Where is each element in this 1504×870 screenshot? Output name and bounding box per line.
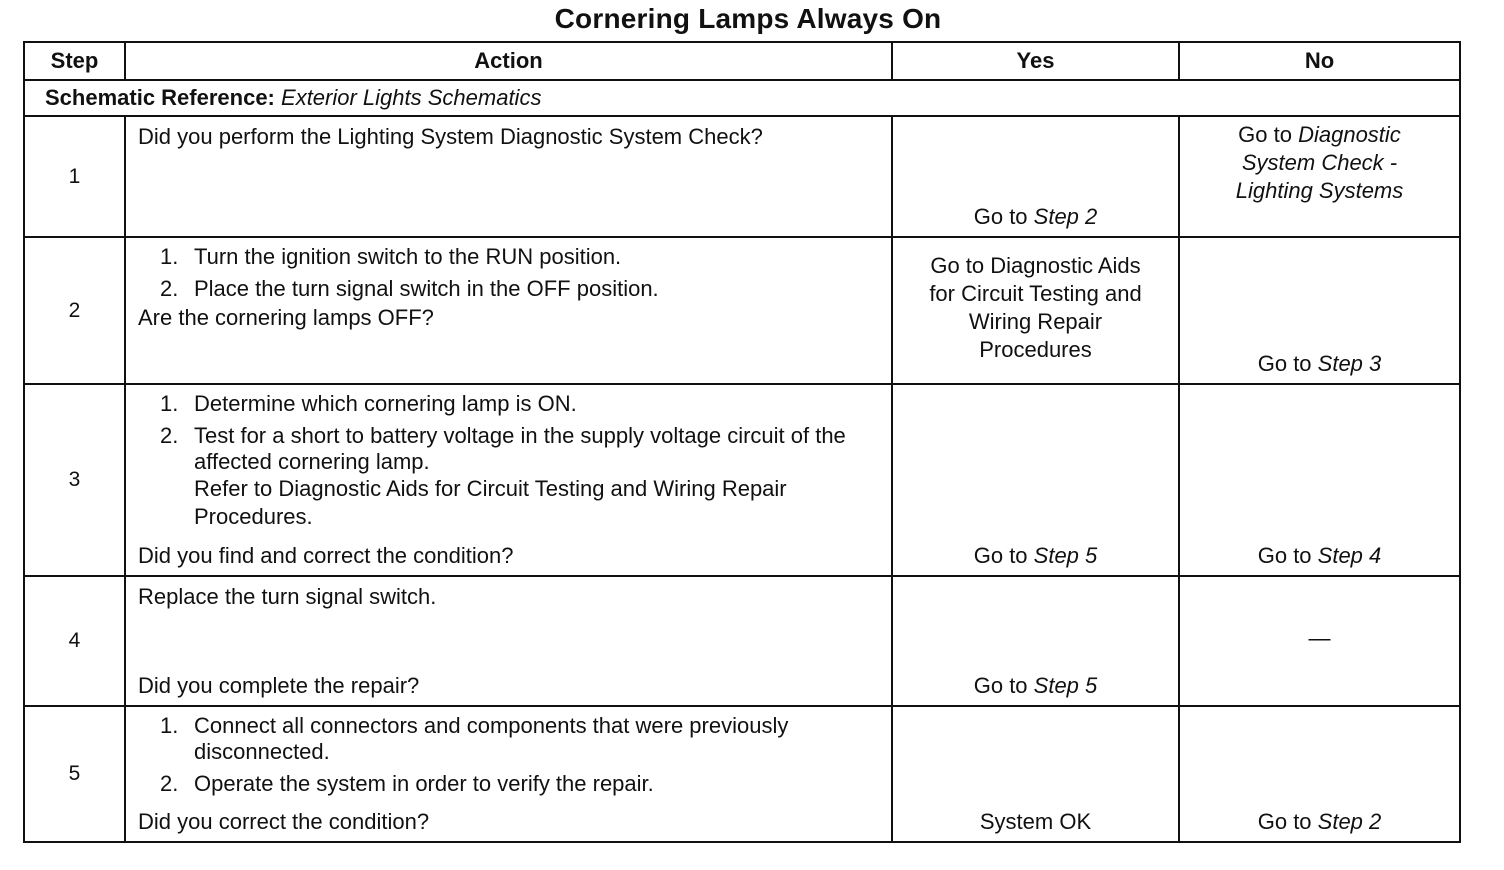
no-prefix: Go to bbox=[1238, 122, 1299, 147]
schematic-link[interactable]: Exterior Lights Schematics bbox=[281, 85, 542, 110]
no-cell bbox=[1179, 384, 1460, 576]
action-cell bbox=[125, 706, 892, 842]
no-link[interactable]: Step 4 bbox=[1317, 543, 1382, 568]
action-cell bbox=[125, 384, 892, 576]
yes-cell bbox=[892, 237, 1179, 384]
step-number: 4 bbox=[24, 576, 125, 706]
no-prefix: Go to bbox=[1257, 543, 1318, 568]
yes-cell bbox=[892, 706, 1179, 842]
yes-result[interactable] bbox=[893, 543, 1178, 569]
no-link[interactable]: Step 3 bbox=[1317, 351, 1382, 376]
list-text: Determine which cornering lamp is ON. bbox=[194, 391, 577, 416]
page-title: Cornering Lamps Always On bbox=[554, 3, 942, 34]
list-text: Operate the system in order to verify the repair. bbox=[194, 771, 654, 796]
action-steps bbox=[138, 391, 879, 475]
no-cell bbox=[1179, 706, 1460, 842]
no-cell bbox=[1179, 237, 1460, 384]
no-cell bbox=[1179, 116, 1460, 237]
list-marker: 2. bbox=[160, 771, 179, 796]
no-result[interactable] bbox=[1180, 351, 1459, 377]
no-result[interactable] bbox=[1180, 809, 1459, 835]
action-question: Are the cornering lamps OFF? bbox=[138, 305, 434, 330]
yes-cell bbox=[892, 116, 1179, 237]
action-question: Did you find and correct the condition? bbox=[138, 543, 514, 568]
list-item bbox=[160, 423, 879, 475]
action-cell bbox=[125, 576, 892, 706]
schematic-reference bbox=[24, 80, 1460, 116]
yes-link[interactable]: Step 5 bbox=[1033, 673, 1098, 698]
yes-link[interactable]: Step 5 bbox=[1033, 543, 1098, 568]
no-prefix: Go to bbox=[1257, 351, 1318, 376]
header-no: No bbox=[1179, 42, 1460, 80]
step-number: 3 bbox=[24, 384, 125, 576]
action-steps bbox=[138, 713, 879, 797]
table-row bbox=[24, 706, 1460, 842]
yes-link[interactable]: Step 2 bbox=[1033, 204, 1098, 229]
yes-prefix: Go to bbox=[973, 673, 1034, 698]
action-steps bbox=[138, 244, 879, 302]
step-number: 1 bbox=[24, 116, 125, 237]
list-text: Place the turn signal switch in the OFF position. bbox=[194, 276, 659, 301]
step-number: 2 bbox=[24, 237, 125, 384]
list-text: Connect all connectors and components that were previously disconnected. bbox=[194, 713, 789, 764]
table-row bbox=[24, 384, 1460, 576]
no-prefix: Go to bbox=[1257, 809, 1318, 834]
action-cell bbox=[125, 116, 892, 237]
list-item bbox=[160, 244, 879, 270]
list-marker: 2. bbox=[160, 276, 179, 301]
yes-result[interactable] bbox=[893, 673, 1178, 699]
list-item bbox=[160, 713, 879, 765]
action-intro: Replace the turn signal switch. bbox=[138, 584, 437, 609]
action-question: Did you perform the Lighting System Diagnostic System Check? bbox=[138, 124, 763, 149]
list-text: Turn the ignition switch to the RUN position. bbox=[194, 244, 622, 269]
action-question: Did you complete the repair? bbox=[138, 673, 420, 698]
table-row bbox=[24, 237, 1460, 384]
no-result[interactable] bbox=[1180, 543, 1459, 569]
yes-result[interactable] bbox=[893, 204, 1178, 230]
list-item bbox=[160, 391, 879, 417]
no-cell bbox=[1179, 576, 1460, 706]
no-result-dash: — bbox=[1308, 625, 1331, 651]
no-link[interactable]: Diagnostic System Check - Lighting Systems bbox=[1235, 122, 1404, 203]
no-link[interactable]: Step 2 bbox=[1317, 809, 1382, 834]
step-number: 5 bbox=[24, 706, 125, 842]
diagnostic-table bbox=[23, 41, 1461, 843]
schematic-label: Schematic Reference: bbox=[45, 85, 275, 110]
yes-result[interactable]: System OK bbox=[979, 809, 1092, 834]
list-marker: 1. bbox=[160, 713, 179, 738]
header-yes: Yes bbox=[892, 42, 1179, 80]
yes-result[interactable]: Go to Diagnostic Aids for Circuit Testing and Wiring Repair Procedures bbox=[929, 253, 1142, 362]
list-item bbox=[160, 276, 879, 302]
list-marker: 1. bbox=[160, 391, 179, 416]
action-cell bbox=[125, 237, 892, 384]
yes-prefix: Go to bbox=[973, 204, 1034, 229]
table-row bbox=[24, 576, 1460, 706]
schematic-reference-row bbox=[24, 80, 1460, 116]
reference-note[interactable]: Refer to Diagnostic Aids for Circuit Testing and Wiring Repair Procedures. bbox=[194, 476, 787, 529]
header-action: Action bbox=[125, 42, 892, 80]
header-row bbox=[24, 42, 1460, 80]
list-marker: 2. bbox=[160, 423, 179, 448]
action-question: Did you correct the condition? bbox=[138, 809, 430, 834]
no-result[interactable] bbox=[1180, 117, 1459, 205]
list-text: Test for a short to battery voltage in the supply voltage circuit of the affected cornering lamp. bbox=[194, 423, 846, 474]
yes-prefix: Go to bbox=[973, 543, 1034, 568]
list-marker: 1. bbox=[160, 244, 179, 269]
yes-cell bbox=[892, 576, 1179, 706]
header-step: Step bbox=[24, 42, 125, 80]
list-item bbox=[160, 771, 879, 797]
yes-cell bbox=[892, 384, 1179, 576]
table-row bbox=[24, 116, 1460, 237]
